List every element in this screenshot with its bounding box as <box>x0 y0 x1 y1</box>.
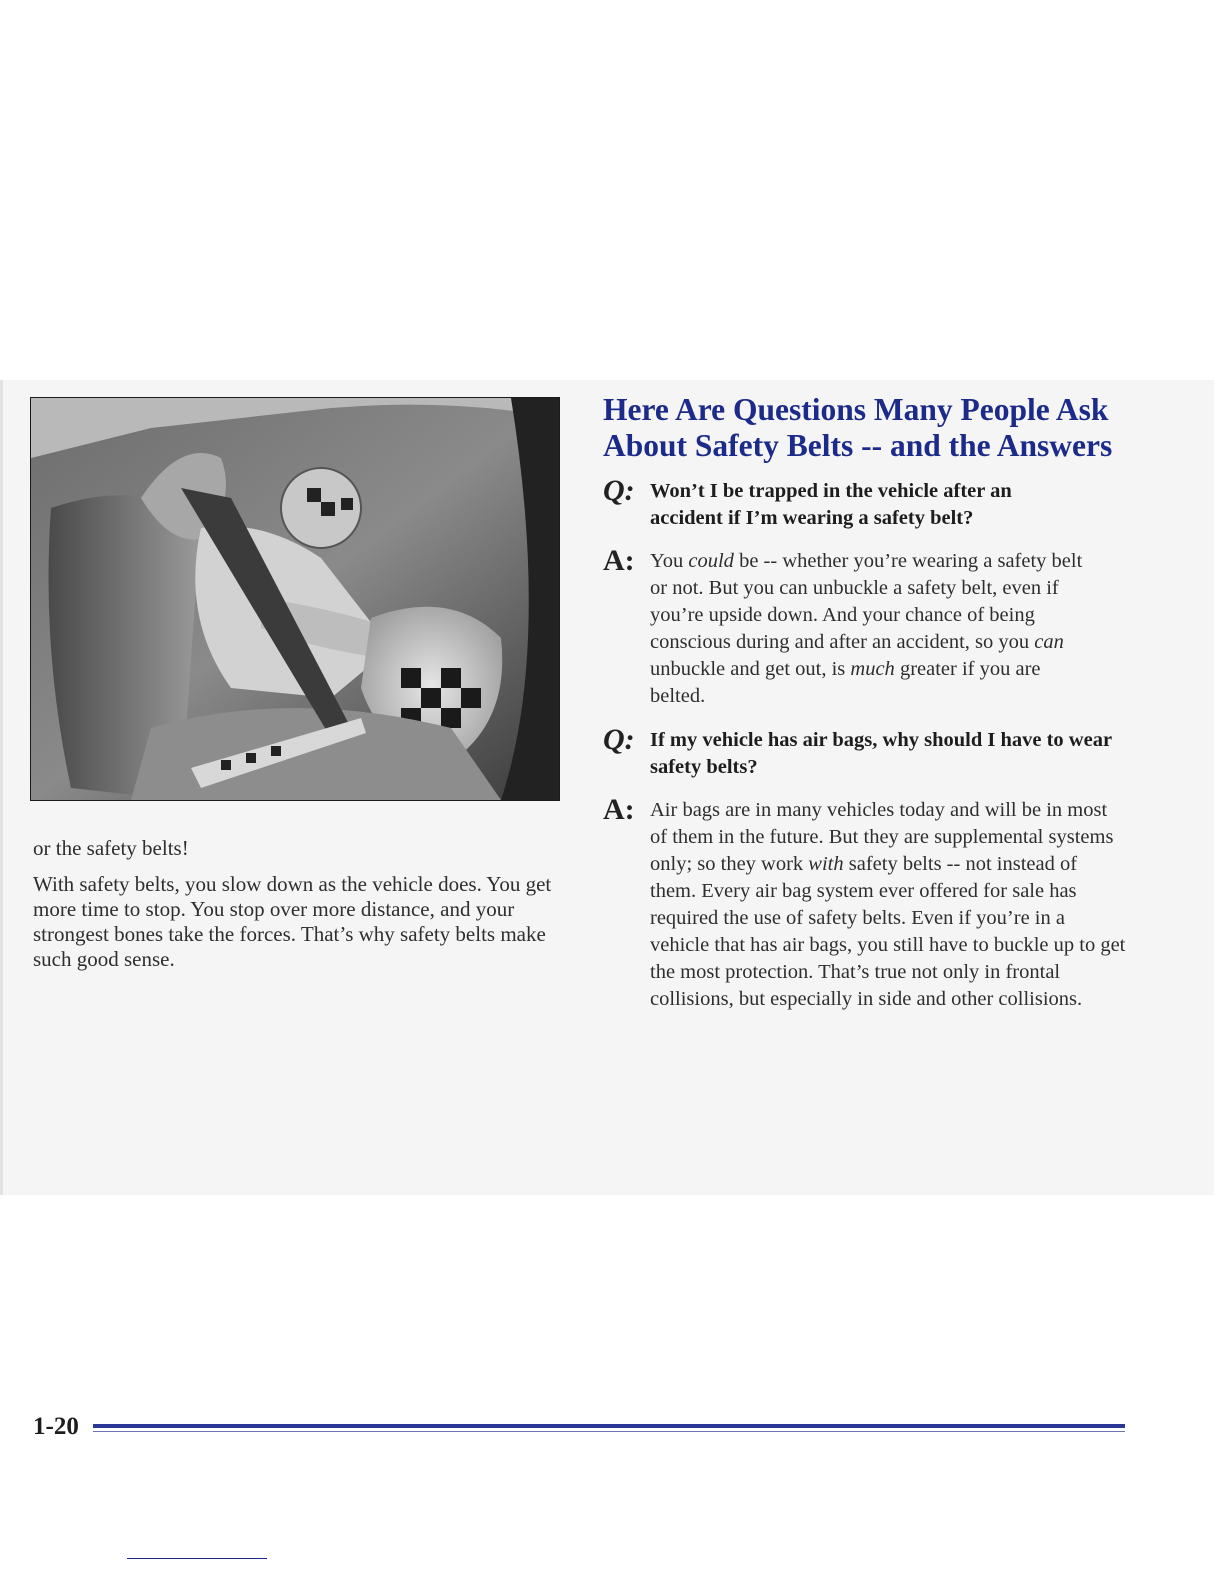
left-column-text <box>33 836 563 983</box>
answer-2-text <box>650 797 1128 1013</box>
footer-rule <box>93 1424 1125 1428</box>
question-mark-1: Q: <box>603 474 635 507</box>
answer-1-part-e: unbuckle and get out, is <box>650 658 851 680</box>
answer-1-part-a: You <box>650 550 689 572</box>
heading-line-1: Here Are Questions Many People Ask <box>603 392 1109 427</box>
footer-rule-thin <box>93 1431 1125 1432</box>
bottom-divider <box>127 1558 267 1559</box>
answer-1-emphasis-can: can <box>1034 631 1064 653</box>
answer-2 <box>603 793 1163 1013</box>
answer-1 <box>603 544 1163 710</box>
answer-2-emphasis-with: with <box>808 853 844 875</box>
answer-2-part-a: Air bags are in many vehicles today and will be in most of them in the future. But they are supplemental systems only; so they work <box>650 799 1114 875</box>
left-paragraph-1: or the safety belts! <box>33 836 189 860</box>
left-paragraph-2: With safety belts, you slow down as the vehicle does. You get more time to stop. You stop over more distance, and your strongest bones take the forces. That’s why safety belts make such good sense. <box>33 872 552 971</box>
answer-1-part-g: greater if you are belted. <box>650 658 1041 707</box>
answer-1-text <box>650 548 1100 710</box>
question-2 <box>603 723 1163 781</box>
page-edge <box>0 380 3 1195</box>
crash-dummy-photo <box>31 398 559 800</box>
answer-2-part-c: safety belts -- not instead of them. Every air bag system ever offered for sale has required the use of safety belts. Even if you’re in a vehicle that has air bags, you still have to buckle up to get the most protection. That’s true not only in frontal collisions, but especially in side and other collisions. <box>650 853 1126 1010</box>
answer-mark-2: A: <box>603 793 635 826</box>
crash-dummy-illustration <box>31 398 559 800</box>
answer-1-emphasis-much: much <box>850 658 895 680</box>
heading-line-2: About Safety Belts -- and the Answers <box>603 428 1113 463</box>
question-1-text: Won’t I be trapped in the vehicle after an accident if I’m wearing a safety belt? <box>650 480 1012 529</box>
page-number: 1-20 <box>33 1413 79 1440</box>
section-heading <box>603 392 1163 464</box>
answer-mark-1: A: <box>603 544 635 577</box>
question-2-text: If my vehicle has air bags, why should I have to wear safety belts? <box>650 729 1112 778</box>
question-mark-2: Q: <box>603 723 635 756</box>
answer-1-part-c: be -- whether you’re wearing a safety belt or not. But you can unbuckle a safety belt, even if you’re upside down. And your chance of being conscious during and after an accident, so you <box>650 550 1083 653</box>
answer-1-emphasis-could: could <box>688 550 734 572</box>
question-1 <box>603 474 1163 532</box>
